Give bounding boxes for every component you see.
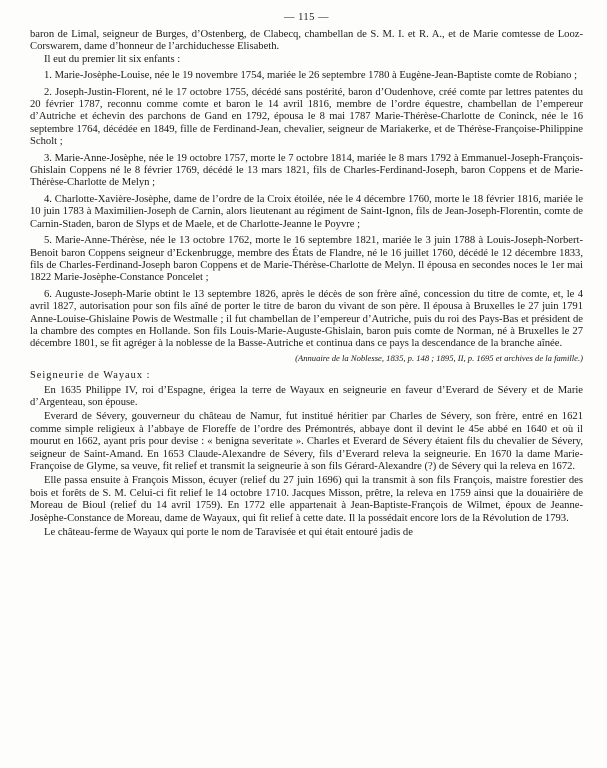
child-entry-2: 2. Joseph-Justin-Florent, né le 17 octobre 1755, décédé sans postérité, baron d’Oudenhove, créé comte par lettres patentes du 20 février 1787, reconnu comme comte et baron le 14 avril 1816, membre de l’ordre équestre, chambellan de l’empereur d’Autriche et échevin des parchons de Gand en 1792, épousa le 8 mai 1787 Marie-Thérèse-Charlotte de Coninck, née le 16 septembre 1764, décédée en 1849, fille de Ferdinand-Jean, chevalier, seigneur de Mariakerke, et de Thérèse-Françoise-Philippine Scholt ; — [30, 86, 583, 148]
section-paragraph-1: En 1635 Philippe IV, roi d’Espagne, érigea la terre de Wayaux en seigneurie en faveur d’Everard de Sévery et de Marie d’Argenteau, son épouse. — [30, 384, 583, 408]
child-entry-1: 1. Marie-Josèphe-Louise, née le 19 novembre 1754, mariée le 26 septembre 1780 à Eugène-Jean-Baptiste comte de Robiano ; — [44, 70, 578, 82]
children-intro: Il eut du premier lit six enfants : — [44, 53, 181, 65]
section-heading: Seigneurie de Wayaux : — [30, 370, 151, 382]
section-paragraph-3: Elle passa ensuite à François Misson, écuyer (relief du 27 juin 1696) qui la transmit à son fils François, maistre forestier des bois et forêts de S. M. Celui-ci fit relief le 14 octobre 1710. Jacques Misson, prêtre, la releva en 1759 ainsi que la douairière de Moreau de Bioul (relief du 14 avril 1759). En 1772 elle appartenait à Jean-Baptiste-François de Wilmet, époux de Jeanne-Josèphe-Constance de Moreau, dame de Wayaux, qui fit relief à cette date. Il la possédait encore lors de la Révolution de 1793. — [30, 475, 583, 524]
opening-paragraph: baron de Limal, seigneur de Burges, d’Ostenberg, de Clabecq, chambellan de S. M. I. et R. A., et de Marie comtesse de Looz-Corswarem, dame d’honneur de l’archiduchesse Elisabeth. — [30, 29, 583, 53]
source-note: (Annuaire de la Noblesse, 1835, p. 148 ; 1895, II, p. 1695 et archives de la famille.) — [295, 352, 583, 363]
child-entry-3: 3. Marie-Anne-Josèphe, née le 19 octobre 1757, morte le 7 octobre 1814, mariée le 8 mars 1792 à Emmanuel-Joseph-François-Ghislain Coppens né le 8 février 1769, décédé le 13 mars 1821, fils de Charles-Ferdinand-Joseph, baron Coppens et de Marie-Thérèse-Charlotte de Melyn ; — [30, 152, 583, 189]
section-paragraph-2: Everard de Sévery, gouverneur du château de Namur, fut institué héritier par Charles de Sévery, son frère, entré en 1621 comme simple religieux à l’abbaye de Floreffe de l’ordre des Prémontrés, abbaye dont il devint le 45e abbé en 1640 et où il mourut en 1662, ayant pris pour devise : « benigna severitate ». Charles et Everard de Sévery étaient fils du chevalier de Sévery, seigneur de Saint-Amand. En 1653 Claude-Alexandre de Sévery, fils d’Everard releva la seigneurie. En 1670 la dame Marie-Françoise de Glyme, sa veuve, fit relief et transmit la seigneurie à son fils Gérard-Alexandre (?) de Sévery qui la releva en 1672. — [30, 411, 583, 472]
section-paragraph-4: Le château-ferme de Wayaux qui porte le nom de Taravisée et qui était entouré jadis de — [44, 527, 413, 539]
child-entry-5: 5. Marie-Anne-Thérèse, née le 13 octobre 1762, morte le 16 septembre 1821, mariée le 3 juin 1788 à Louis-Joseph-Norbert-Benoit baron Coppens seigneur d’Eckenbrugge, membre des États de Flandre, né le 16 juillet 1760, décédé le 12 décembre 1833, fils de Charles-Ferdinand-Joseph baron Coppens et de Marie-Thérèse-Charlotte de Melyn. Il épousa en secondes noces le 1er mai 1822 Marie-Josèphe-Constance Poncelet ; — [30, 235, 583, 284]
page-number: — 115 — — [283, 12, 330, 23]
child-entry-6: 6. Auguste-Joseph-Marie obtint le 13 septembre 1826, après le décès de son frère aîné, concession du titre de comte, et, le 4 avril 1827, autorisation pour son fils aîné de porter le titre de baron du vivant de son père. Il épousa à Bruxelles le 27 juin 1791 Anne-Louise-Ghislaine Powis de Westmalle ; il fut chambellan de l’empereur d’Autriche, puis du roi des Pays-Bas et président de la chambre des comptes en Hollande. Son fils Louis-Marie-Auguste-Ghislain, baron puis comte de Norman, né à Bruxelles le 27 décembre 1801, se fit agréger à la noblesse de la Basse-Autriche et continua dans ce pays la descendance de la branche aînée. — [30, 288, 583, 350]
child-entry-4: 4. Charlotte-Xavière-Josèphe, dame de l’ordre de la Croix étoilée, née le 4 décembre 1760, morte le 18 février 1816, mariée le 10 juin 1783 à Maximilien-Joseph de Carnin, alors lieutenant au régiment de Saint-Ignon, fils de Jean-Joseph-Florentin, comte de Carnin-Staden, baron de Slyps et de Maele, et de Charlotte-Jeanne le Poyvre ; — [30, 193, 583, 230]
